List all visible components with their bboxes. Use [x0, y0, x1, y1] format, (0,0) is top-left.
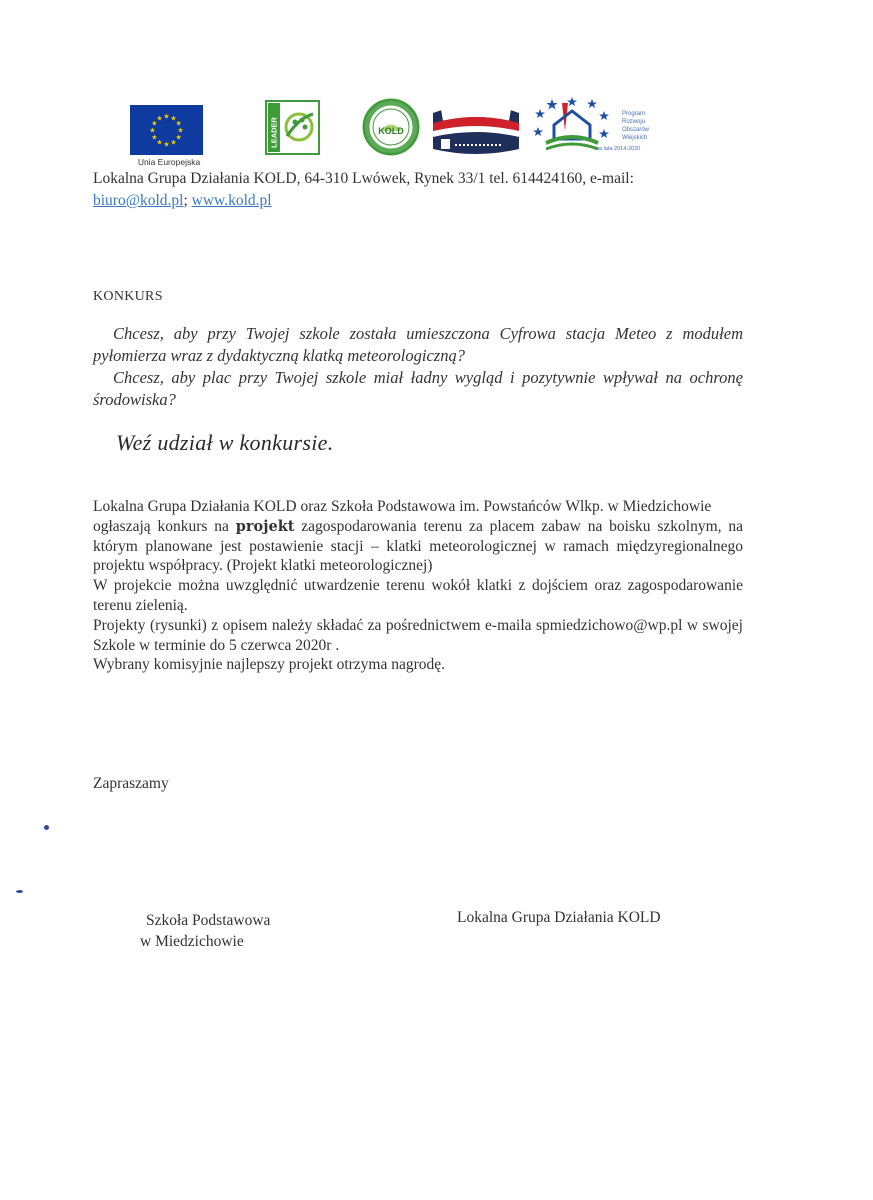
prow-text [622, 110, 662, 142]
kold-text: KOLD [378, 126, 404, 136]
announcement-body [93, 497, 743, 675]
prow-line-4: Wiejskich [622, 135, 648, 141]
announce-pre: ogłaszają konkurs na [93, 517, 236, 535]
eu-star-icon: ★ [163, 140, 170, 149]
eu-star-icon: ★ [156, 138, 163, 147]
eu-star-icon: ★ [175, 119, 182, 128]
eu-caption: Unia Europejska [137, 157, 201, 167]
signature-right: Lokalna Grupa Działania KOLD [457, 909, 661, 926]
question-2 [93, 367, 743, 411]
question-1-text: Chcesz, aby przy Twojej szkole została umieszczona Cyfrowa stacja Meteo z modułem pyłomierza wraz z dydaktyczną klatką meteorologiczną? [93, 324, 743, 365]
question-2-text: Chcesz, aby plac przy Twojej szkole miał ładny wygląd i pozytywnie wpływał na ochronę środowiska? [93, 368, 743, 409]
eu-star-icon: ★ [151, 119, 158, 128]
email-link[interactable]: biuro@kold.pl [93, 192, 184, 209]
announce-bold: projekt [235, 517, 295, 535]
signature-left [140, 910, 270, 952]
signature-left-line-1: Szkoła Podstawowa [146, 912, 271, 929]
eu-star-icon: ★ [151, 133, 158, 142]
eu-stars [130, 105, 203, 155]
address-separator: ; [183, 192, 188, 209]
eu-star-icon: ★ [177, 126, 184, 135]
kold-logo-icon [362, 98, 420, 156]
eu-star-icon: ★ [170, 114, 177, 123]
scan-artifact-dash [16, 890, 23, 893]
leader-logo-icon [265, 100, 320, 155]
submission-paragraph: Projekty (rysunki) z opisem należy składać za pośrednictwem e-maila spmiedzichowo@wp.pl w swojej Szkole w terminie do 5 czerwca 2020r . [93, 616, 743, 654]
prow-years: na lata 2014-2020 [596, 146, 641, 152]
eu-star-icon: ★ [175, 133, 182, 142]
eu-star-icon: ★ [163, 112, 170, 121]
eu-star-icon: ★ [149, 126, 156, 135]
question-1 [93, 323, 743, 367]
closing-text: Zapraszamy [93, 775, 169, 792]
announce-paragraph [93, 517, 743, 576]
prow-line-2: Rozwoju [622, 119, 646, 125]
organizers-paragraph: Lokalna Grupa Działania KOLD oraz Szkoła Podstawowa im. Powstańców Wlkp. w Miedzichowie [93, 498, 712, 515]
address-line: Lokalna Grupa Działania KOLD, 64-310 Lwówek, Rynek 33/1 tel. 614424160, e-mail: [93, 170, 634, 187]
signature-left-line-2: w Miedzichowie [140, 933, 244, 950]
call-to-action: Weź udział w konkursie. [116, 430, 334, 455]
header-address [93, 168, 793, 212]
scan-artifact-dot [44, 825, 49, 830]
leader-text: LEADER [269, 117, 279, 148]
prize-paragraph: Wybrany komisyjnie najlepszy projekt otrzyma nagrodę. [93, 656, 446, 674]
prow-line-3: Obszarów [622, 127, 650, 133]
scope-paragraph: W projekcie można uwzględnić utwardzenie terenu wokół klatki z dojściem oraz zagospodarowanie terenu zielenią. [93, 577, 743, 614]
school-logo-icon [431, 101, 521, 155]
page-title: KONKURS [93, 289, 163, 304]
eu-flag-icon [130, 105, 203, 155]
announce-post: zagospodarowania terenu za placem zabaw na boisku szkolnym, na którym planowane jest postawienie stacji – klatki meteorologicznej w ramach międzyregionalnego projektu współpracy. (Projekt klatki meteorologicznej) [93, 517, 743, 575]
prow-line-1: Program [622, 111, 646, 117]
website-link[interactable]: www.kold.pl [191, 192, 272, 209]
eu-star-icon: ★ [170, 138, 177, 147]
eu-star-icon: ★ [156, 114, 163, 123]
